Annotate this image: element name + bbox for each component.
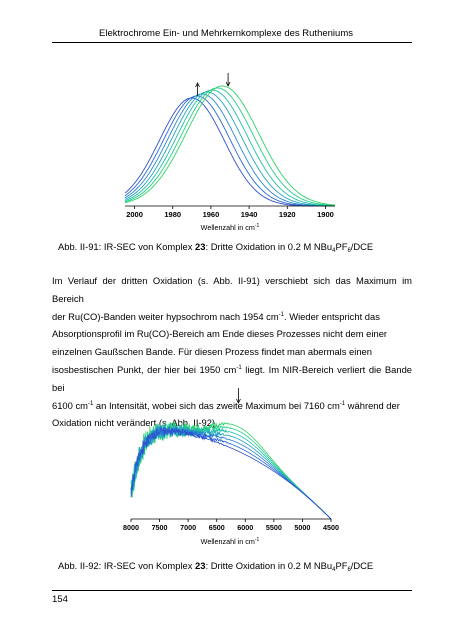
fig2-series-line	[131, 426, 331, 519]
fig2-series-line	[131, 428, 331, 519]
fig1-tick-label: 1940	[240, 210, 258, 219]
fig2-series-line	[131, 427, 331, 519]
fig1-annotation-group	[196, 73, 231, 96]
para-line: isosbestischen Punkt, der hier bei 1950 $cm^{-1}$ liegt. Im NIR-Bereich verliert die Bande bei	[52, 363, 412, 393]
fig2-tick-label: 7000	[180, 523, 197, 532]
footer-divider	[52, 590, 412, 591]
fig1-tick-group	[126, 206, 334, 219]
fig1-tick-label: 1960	[202, 210, 220, 219]
fig2-tick-label: 5000	[294, 523, 311, 532]
fig1-tick-label: 1920	[278, 210, 296, 219]
fig2-tick-label: 6500	[208, 523, 225, 532]
fig1-tick-label: 1980	[164, 210, 182, 219]
page-number: 154	[52, 594, 68, 605]
fig2-tick-label: 8000	[123, 523, 139, 532]
fig1-series-line	[125, 90, 335, 206]
fig1-series-line	[125, 92, 335, 206]
fig2-tick-label: 6000	[237, 523, 254, 532]
running-header: Elektrochrome Ein- und Mehrkernkomplexe des Rutheniums	[99, 28, 353, 39]
fig2-annotation-group	[236, 388, 240, 403]
fig1-series-line	[125, 94, 335, 206]
nir-sec-chart	[112, 382, 347, 552]
fig2-tick-label: 5500	[265, 523, 282, 532]
fig2-x-axis-label: Wellenzahl in $cm^{-1}$	[200, 537, 260, 546]
para-line: Im Verlauf der dritten Oxidation (s. Abb. II-91) verschiebt sich das Maximum im Bereich	[52, 275, 412, 304]
header-divider	[52, 42, 412, 43]
figure2-caption: Abb. II-92: IR-SEC von Komplex 23: Dritte Oxidation in 0.2 M $NBu_4PF_6$/DCE	[58, 560, 374, 573]
fig2-tick-group	[123, 519, 339, 532]
fig1-series-group	[125, 86, 335, 206]
para-line: 6100 $cm^{-1}$ an Intensität, wobei sich das zweite Maximum bei 7160 $cm^{-1}$ während der	[52, 399, 400, 411]
fig2-series-line	[131, 424, 331, 520]
para-line: einzelnen Gaußschen Bande. Für diesen Prozess findet man abermals einen	[52, 346, 372, 358]
fig1-tick-label: 2000	[126, 210, 143, 219]
fig2-tick-label: 7500	[151, 523, 168, 532]
para-line: Absorptionsprofil im Ru(CO)-Bereich am Ende dieses Prozesses nicht dem einer	[52, 328, 388, 340]
para-line: Oxidation nicht verändert (s. Abb. II-92).	[52, 417, 218, 429]
fig1-tick-label: 1900	[317, 210, 334, 219]
figure1-caption: Abb. II-91: IR-SEC von Komplex 23: Dritte Oxidation in 0.2 M $NBu_4PF_6$/DCE	[58, 241, 374, 254]
fig2-tick-label: 4500	[323, 523, 339, 532]
fig1-x-axis-label: Wellenzahl in $cm^{-1}$	[200, 223, 260, 232]
fig2-series-group	[131, 422, 331, 520]
para-line: der Ru(CO)-Banden weiter hypsochrom nach 1954 $cm^{-1}$. Wieder entspricht das	[52, 310, 380, 322]
ir-sec-chart	[120, 72, 340, 237]
